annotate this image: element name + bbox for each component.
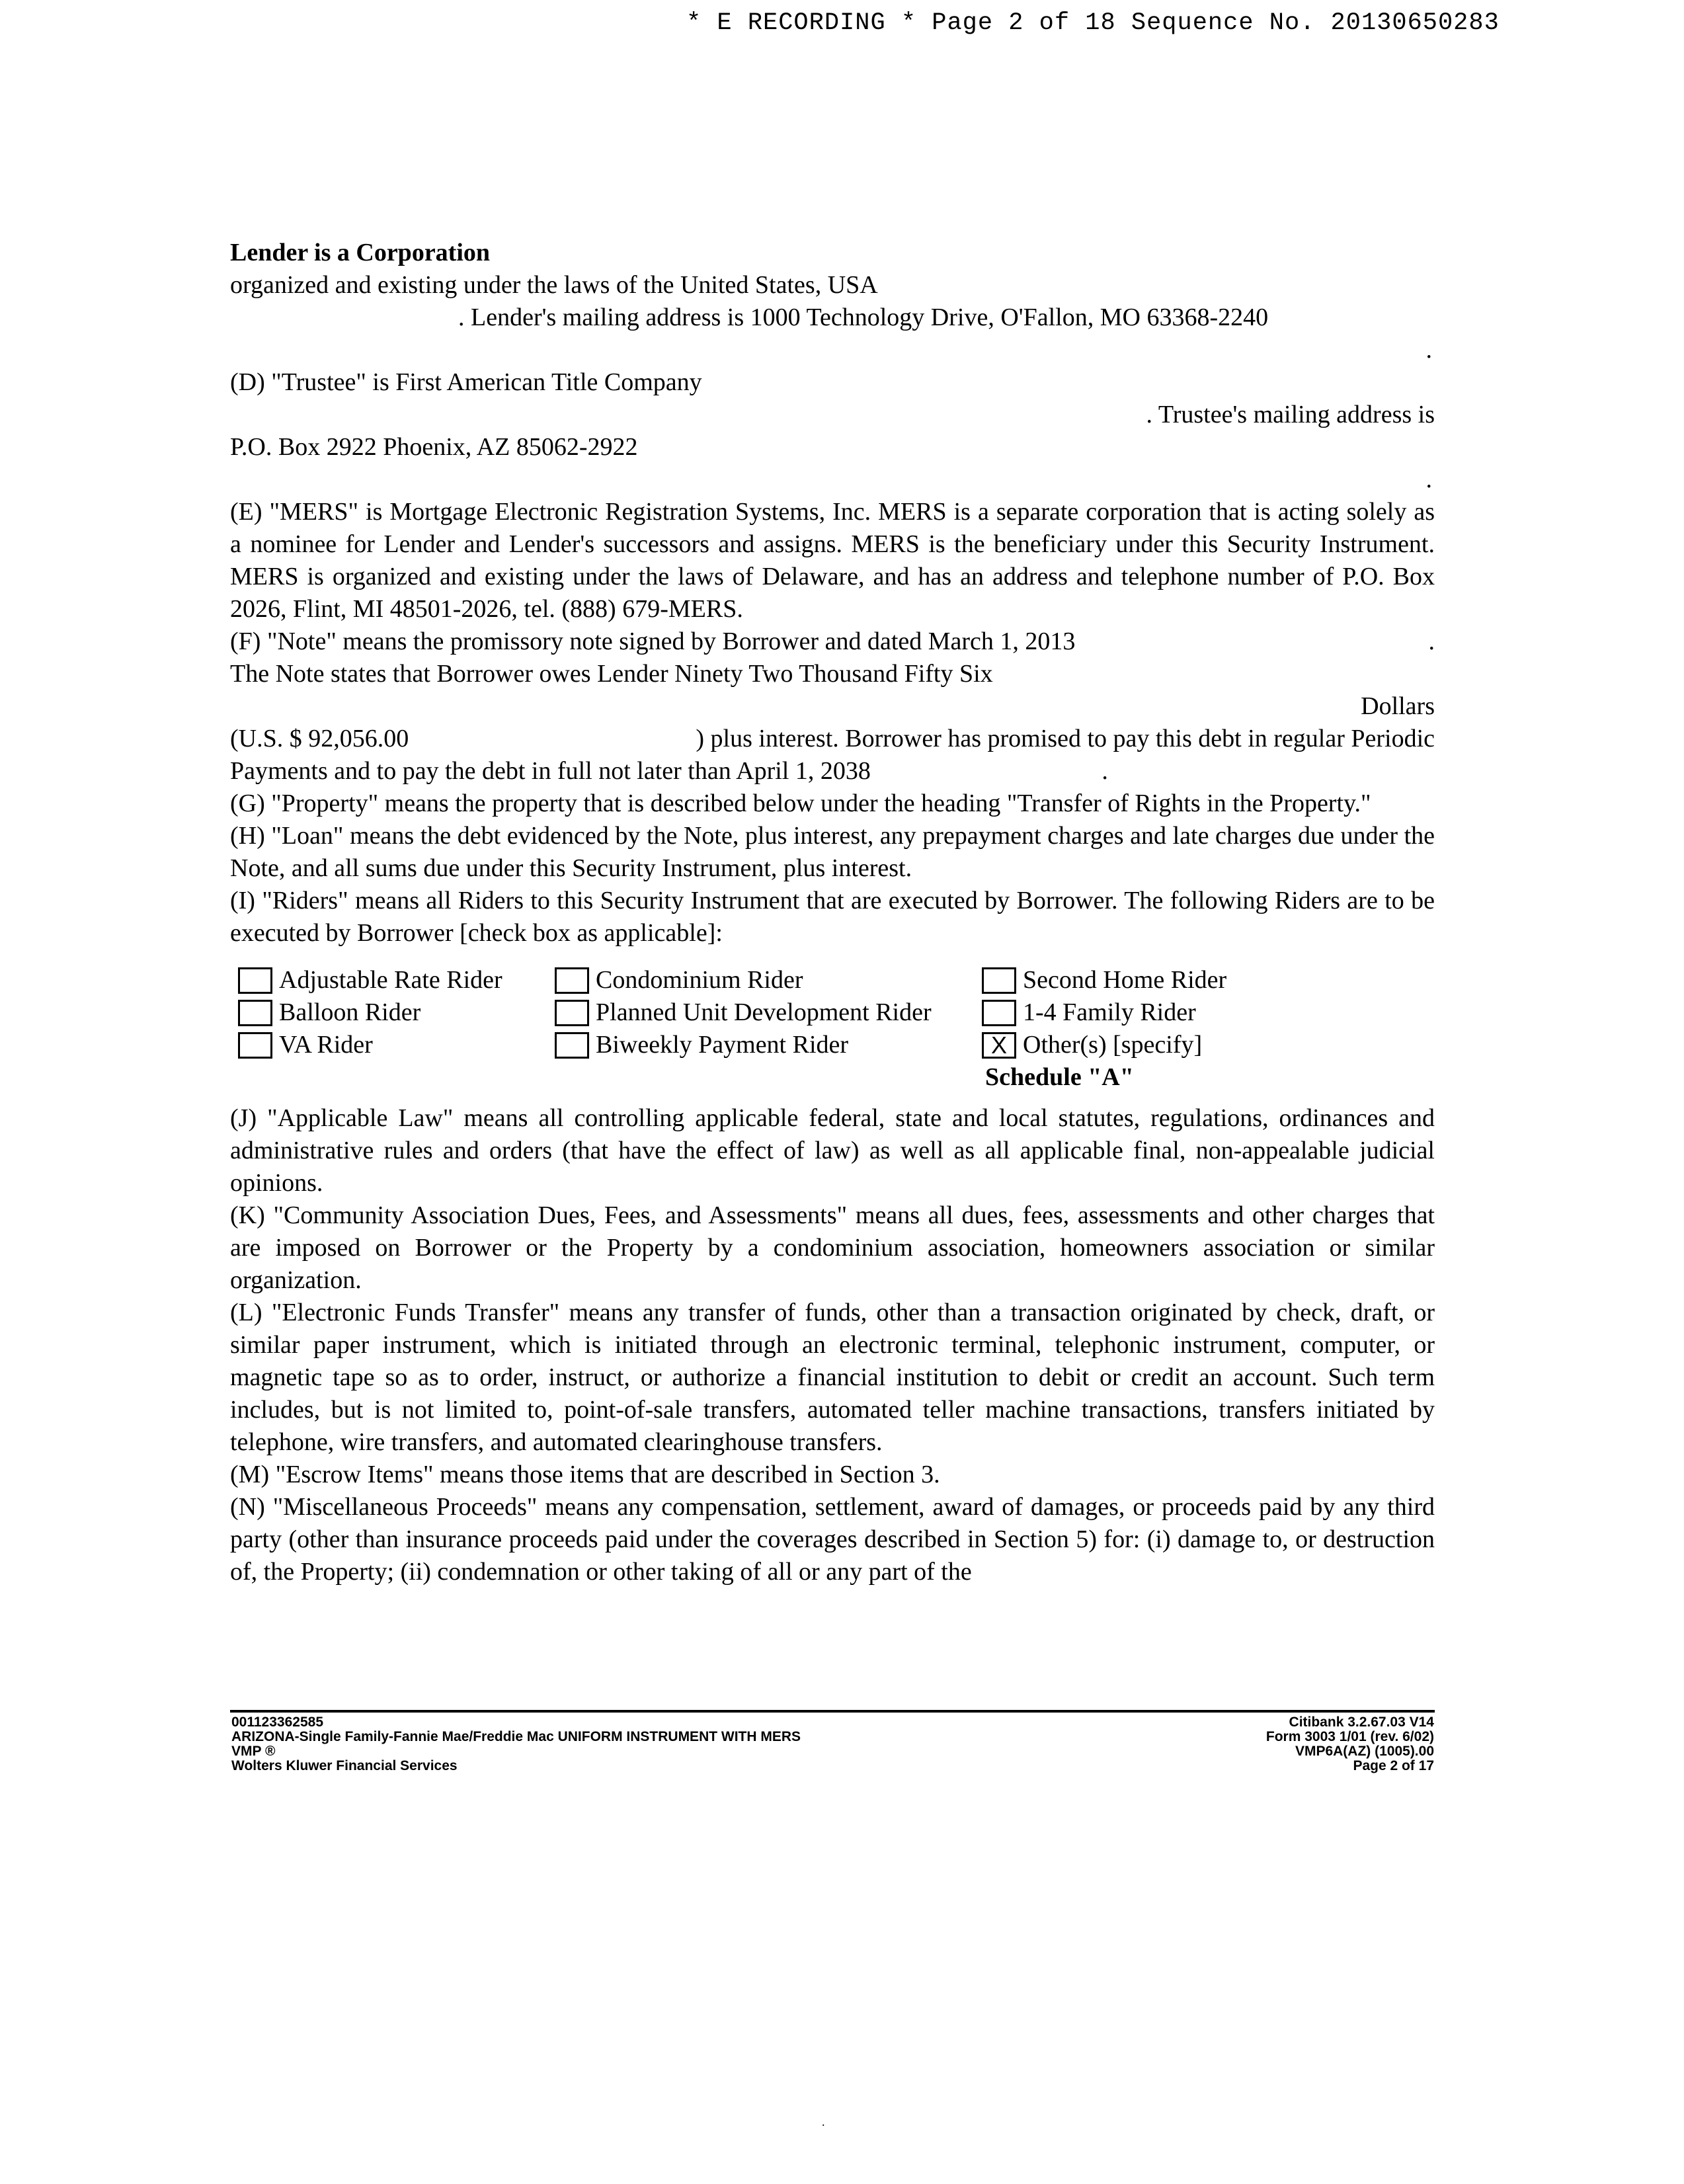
note-dollars-label: Dollars (1361, 692, 1435, 720)
community-association-definition: (K) "Community Association Dues, Fees, and Assessments" means all dues, fees, assessments and other charges that are imposed on Borrower or the Property by a condominium association, homeowners association or similar organization. (230, 1201, 1435, 1294)
rider-checkbox[interactable] (982, 967, 1016, 994)
lender-mailing-address: . Lender's mailing address is 1000 Technology Drive, O'Fallon, MO 63368-2240 (458, 303, 1269, 331)
escrow-items-definition: (M) "Escrow Items" means those items that are described in Section 3. (230, 1461, 940, 1488)
note-amount-words: The Note states that Borrower owes Lender Ninety Two Thousand Fifty Six (230, 660, 993, 688)
riders-definition: (I) "Riders" means all Riders to this Security Instrument that are executed by Borrower. The following Riders are to be executed by Borrower [check box as applicable]: (230, 887, 1435, 947)
trustee-trailing-dot: . (1425, 465, 1432, 493)
trustee-definition: (D) "Trustee" is First American Title Company (230, 368, 702, 396)
rider-checkbox-checked[interactable]: X (982, 1032, 1016, 1059)
note-date-dot: . (1428, 627, 1435, 655)
footer-divider (230, 1710, 1435, 1713)
rider-one-four-family (982, 996, 1196, 1029)
note-date-row (230, 626, 1435, 658)
rider-checkbox[interactable] (555, 1000, 589, 1026)
footer-publisher: Wolters Kluwer Financial Services (231, 1758, 458, 1773)
footer-version: Citibank 3.2.67.03 V14 (1289, 1715, 1434, 1730)
note-amount-continuation: ) plus interest. Borrower has promised to pay this debt in regular Periodic (696, 725, 1435, 752)
loan-definition: (H) "Loan" means the debt evidenced by the Note, plus interest, any prepayment charges and late charges due under the Note, and all sums due under this Security Instrument, plus interest. (230, 822, 1435, 882)
applicable-law-definition: (J) "Applicable Law" means all controlling applicable federal, state and local statutes, regulations, ordinances and administrative rules and orders (that have the effect of law) as well as all applicable final, non-appealable judicial opinions. (230, 1104, 1435, 1197)
rider-planned-unit (555, 996, 932, 1029)
trustee-address: P.O. Box 2922 Phoenix, AZ 85062-2922 (230, 433, 638, 461)
rider-label: 1-4 Family Rider (1023, 998, 1196, 1026)
electronic-funds-transfer-definition: (L) "Electronic Funds Transfer" means any transfer of funds, other than a transaction originated by check, draft, or similar paper instrument, which is initiated through an electronic terminal, telephonic instrument, computer, or magnetic tape so as to order, instruct, or authorize a financial institution to debit or credit an account. Such term includes, but is not limited to, point-of-sale transfers, automated teller machine transactions, transfers initiated by telephone, wire transfers, and automated clearinghouse transfers. (230, 1299, 1435, 1456)
rider-second-home (982, 964, 1226, 996)
rider-checkbox[interactable] (238, 1032, 272, 1059)
property-definition: (G) "Property" means the property that is described below under the heading "Transfer of Rights in the Property." (230, 789, 1371, 817)
rider-label: Balloon Rider (279, 998, 421, 1026)
rider-others (982, 1029, 1202, 1061)
rider-label: Planned Unit Development Rider (596, 998, 932, 1026)
note-payments-dot: . (1102, 757, 1108, 785)
riders-checkbox-grid (230, 964, 1435, 1091)
lender-type-line: Lender is a Corporation (230, 239, 491, 266)
spacer (230, 1070, 1435, 1102)
footer-form-title: ARIZONA-Single Family-Fannie Mae/Freddie Mac UNIFORM INSTRUMENT WITH MERS (231, 1729, 801, 1744)
lender-organized-line: organized and existing under the laws of the United States, USA (230, 271, 878, 299)
rider-checkbox[interactable] (238, 1000, 272, 1026)
rider-balloon (238, 996, 421, 1029)
footer-page-number: Page 2 of 17 (1353, 1758, 1434, 1773)
rider-checkbox[interactable] (555, 967, 589, 994)
note-amount: (U.S. $ 92,056.00 (230, 725, 409, 752)
mers-definition: (E) "MERS" is Mortgage Electronic Registration Systems, Inc. MERS is a separate corporation that is acting solely as a nominee for Lender and Lender's successors and assigns. MERS is the beneficiary under this Security Instrument. MERS is organized and existing under the laws of Delaware, and has an address and telephone number of P.O. Box 2026, Flint, MI 48501-2026, tel. (888) 679-MERS. (230, 498, 1435, 623)
trustee-mailing-label: . Trustee's mailing address is (1146, 401, 1435, 428)
note-definition: (F) "Note" means the promissory note signed by Borrower and dated March 1, 2013 (230, 627, 1076, 655)
rider-schedule-label: Schedule "A" (985, 1063, 1134, 1091)
rider-va (238, 1029, 373, 1061)
note-amount-row (230, 723, 1435, 755)
note-payments: Payments and to pay the debt in full not later than April 1, 2038 (230, 757, 871, 785)
footer-vmp: VMP ® (231, 1744, 276, 1759)
rider-checkbox[interactable] (555, 1032, 589, 1059)
rider-label: Other(s) [specify] (1023, 1031, 1203, 1059)
document-body (230, 237, 1435, 1588)
footer-vmp-code: VMP6A(AZ) (1005).00 (1295, 1744, 1434, 1759)
lender-trailing-dot: . (1425, 336, 1432, 364)
rider-label: Biweekly Payment Rider (596, 1031, 849, 1059)
footer-form-number: Form 3003 1/01 (rev. 6/02) (1265, 1729, 1434, 1744)
stray-mark: . (822, 2115, 825, 2128)
footer-right-block (1266, 1715, 1434, 1773)
rider-biweekly-payment (555, 1029, 848, 1061)
rider-label: Adjustable Rate Rider (279, 966, 502, 994)
rider-condominium (555, 964, 803, 996)
footer-loan-number: 001123362585 (231, 1715, 323, 1730)
rider-checkbox[interactable] (982, 1000, 1016, 1026)
rider-adjustable-rate (238, 964, 502, 996)
recording-header: * E RECORDING * Page 2 of 18 Sequence No. 20130650283 (686, 9, 1500, 37)
rider-label: Second Home Rider (1023, 966, 1227, 994)
miscellaneous-proceeds-definition: (N) "Miscellaneous Proceeds" means any compensation, settlement, award of damages, or proceeds paid by any third party (other than insurance proceeds paid under the coverages described in Section 5) for: (i) damage to, or destruction of, the Property; (ii) condemnation or other taking of all or any part of the (230, 1493, 1435, 1586)
note-payments-row (230, 755, 1435, 788)
rider-checkbox[interactable] (238, 967, 272, 994)
footer-left-block (231, 1715, 801, 1773)
rider-label: VA Rider (279, 1031, 373, 1059)
rider-label: Condominium Rider (596, 966, 803, 994)
